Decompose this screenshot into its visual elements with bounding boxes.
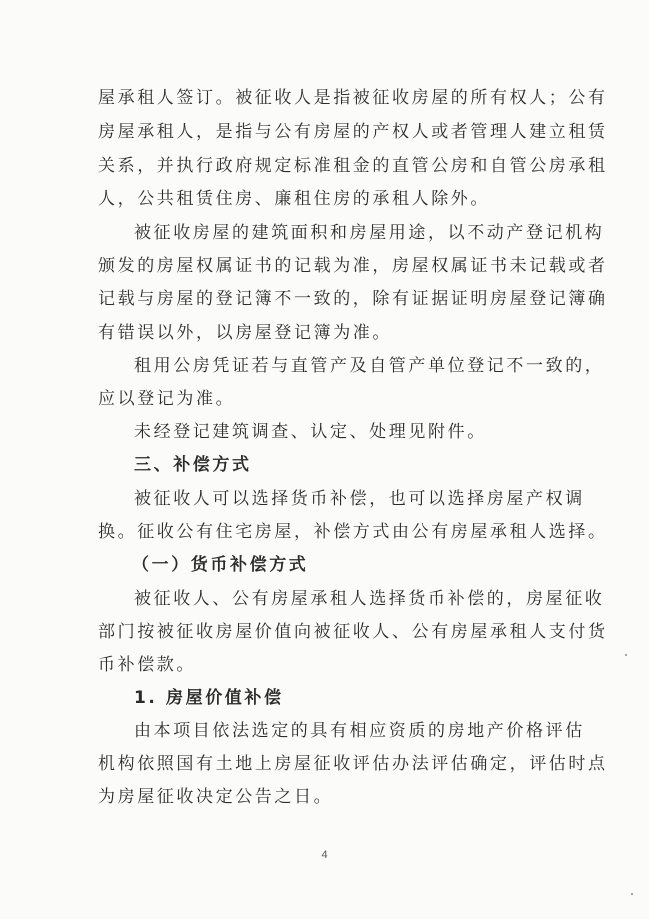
text-line: 关系，并执行政府规定标准租金的直管公房和自管公房承租: [98, 156, 608, 176]
subsubsection-heading: 1. 房屋价值补偿: [134, 688, 284, 708]
text-line: 由本项目依法选定的具有相应资质的房地产价格评估: [134, 721, 585, 741]
text-line: 租用公房凭证若与直管产及自管产单位登记不一致的，: [134, 356, 605, 376]
text-line: 机构依照国有土地上房屋征收评估办法评估确定，评估时点: [98, 754, 608, 774]
scan-speck: [631, 893, 633, 895]
text-line: 为房屋征收决定公告之日。: [98, 787, 334, 807]
text-line: 未经登记建筑调查、认定、处理见附件。: [134, 422, 487, 442]
text-line: 房屋承租人，是指与公有房屋的产权人或者管理人建立租赁: [98, 122, 608, 142]
text-line: 被征收人、公有房屋承租人选择货币补偿的，房屋征收: [134, 589, 605, 609]
text-line: 有错误以外，以房屋登记簿为准。: [98, 323, 392, 343]
text-line: 记载与房屋的登记簿不一致的，除有证据证明房屋登记簿确: [98, 289, 608, 309]
text-line: 屋承租人签订。被征收人是指被征收房屋的所有权人；公有: [98, 88, 608, 108]
scan-speck: [625, 654, 627, 656]
text-line: 换。征收公有住宅房屋，补偿方式由公有房屋承租人选择。: [98, 522, 608, 542]
section-heading: 三、补偿方式: [134, 455, 252, 475]
text-line: 部门按被征收房屋价值向被征收人、公有房屋承租人支付货: [98, 622, 608, 642]
page-number: 4: [321, 849, 328, 861]
text-line: 被征收房屋的建筑面积和房屋用途，以不动产登记机构: [134, 223, 605, 243]
text-line: 人，公共租赁住房、廉租住房的承租人除外。: [98, 189, 490, 209]
subsection-heading: （一）货币补偿方式: [132, 555, 309, 575]
text-line: 应以登记为准。: [98, 389, 236, 409]
text-line: 币补偿款。: [98, 655, 196, 675]
text-line: 颁发的房屋权属证书的记载为准，房屋权属证书未记载或者: [98, 256, 608, 276]
text-line: 被征收人可以选择货币补偿，也可以选择房屋产权调: [134, 489, 585, 509]
